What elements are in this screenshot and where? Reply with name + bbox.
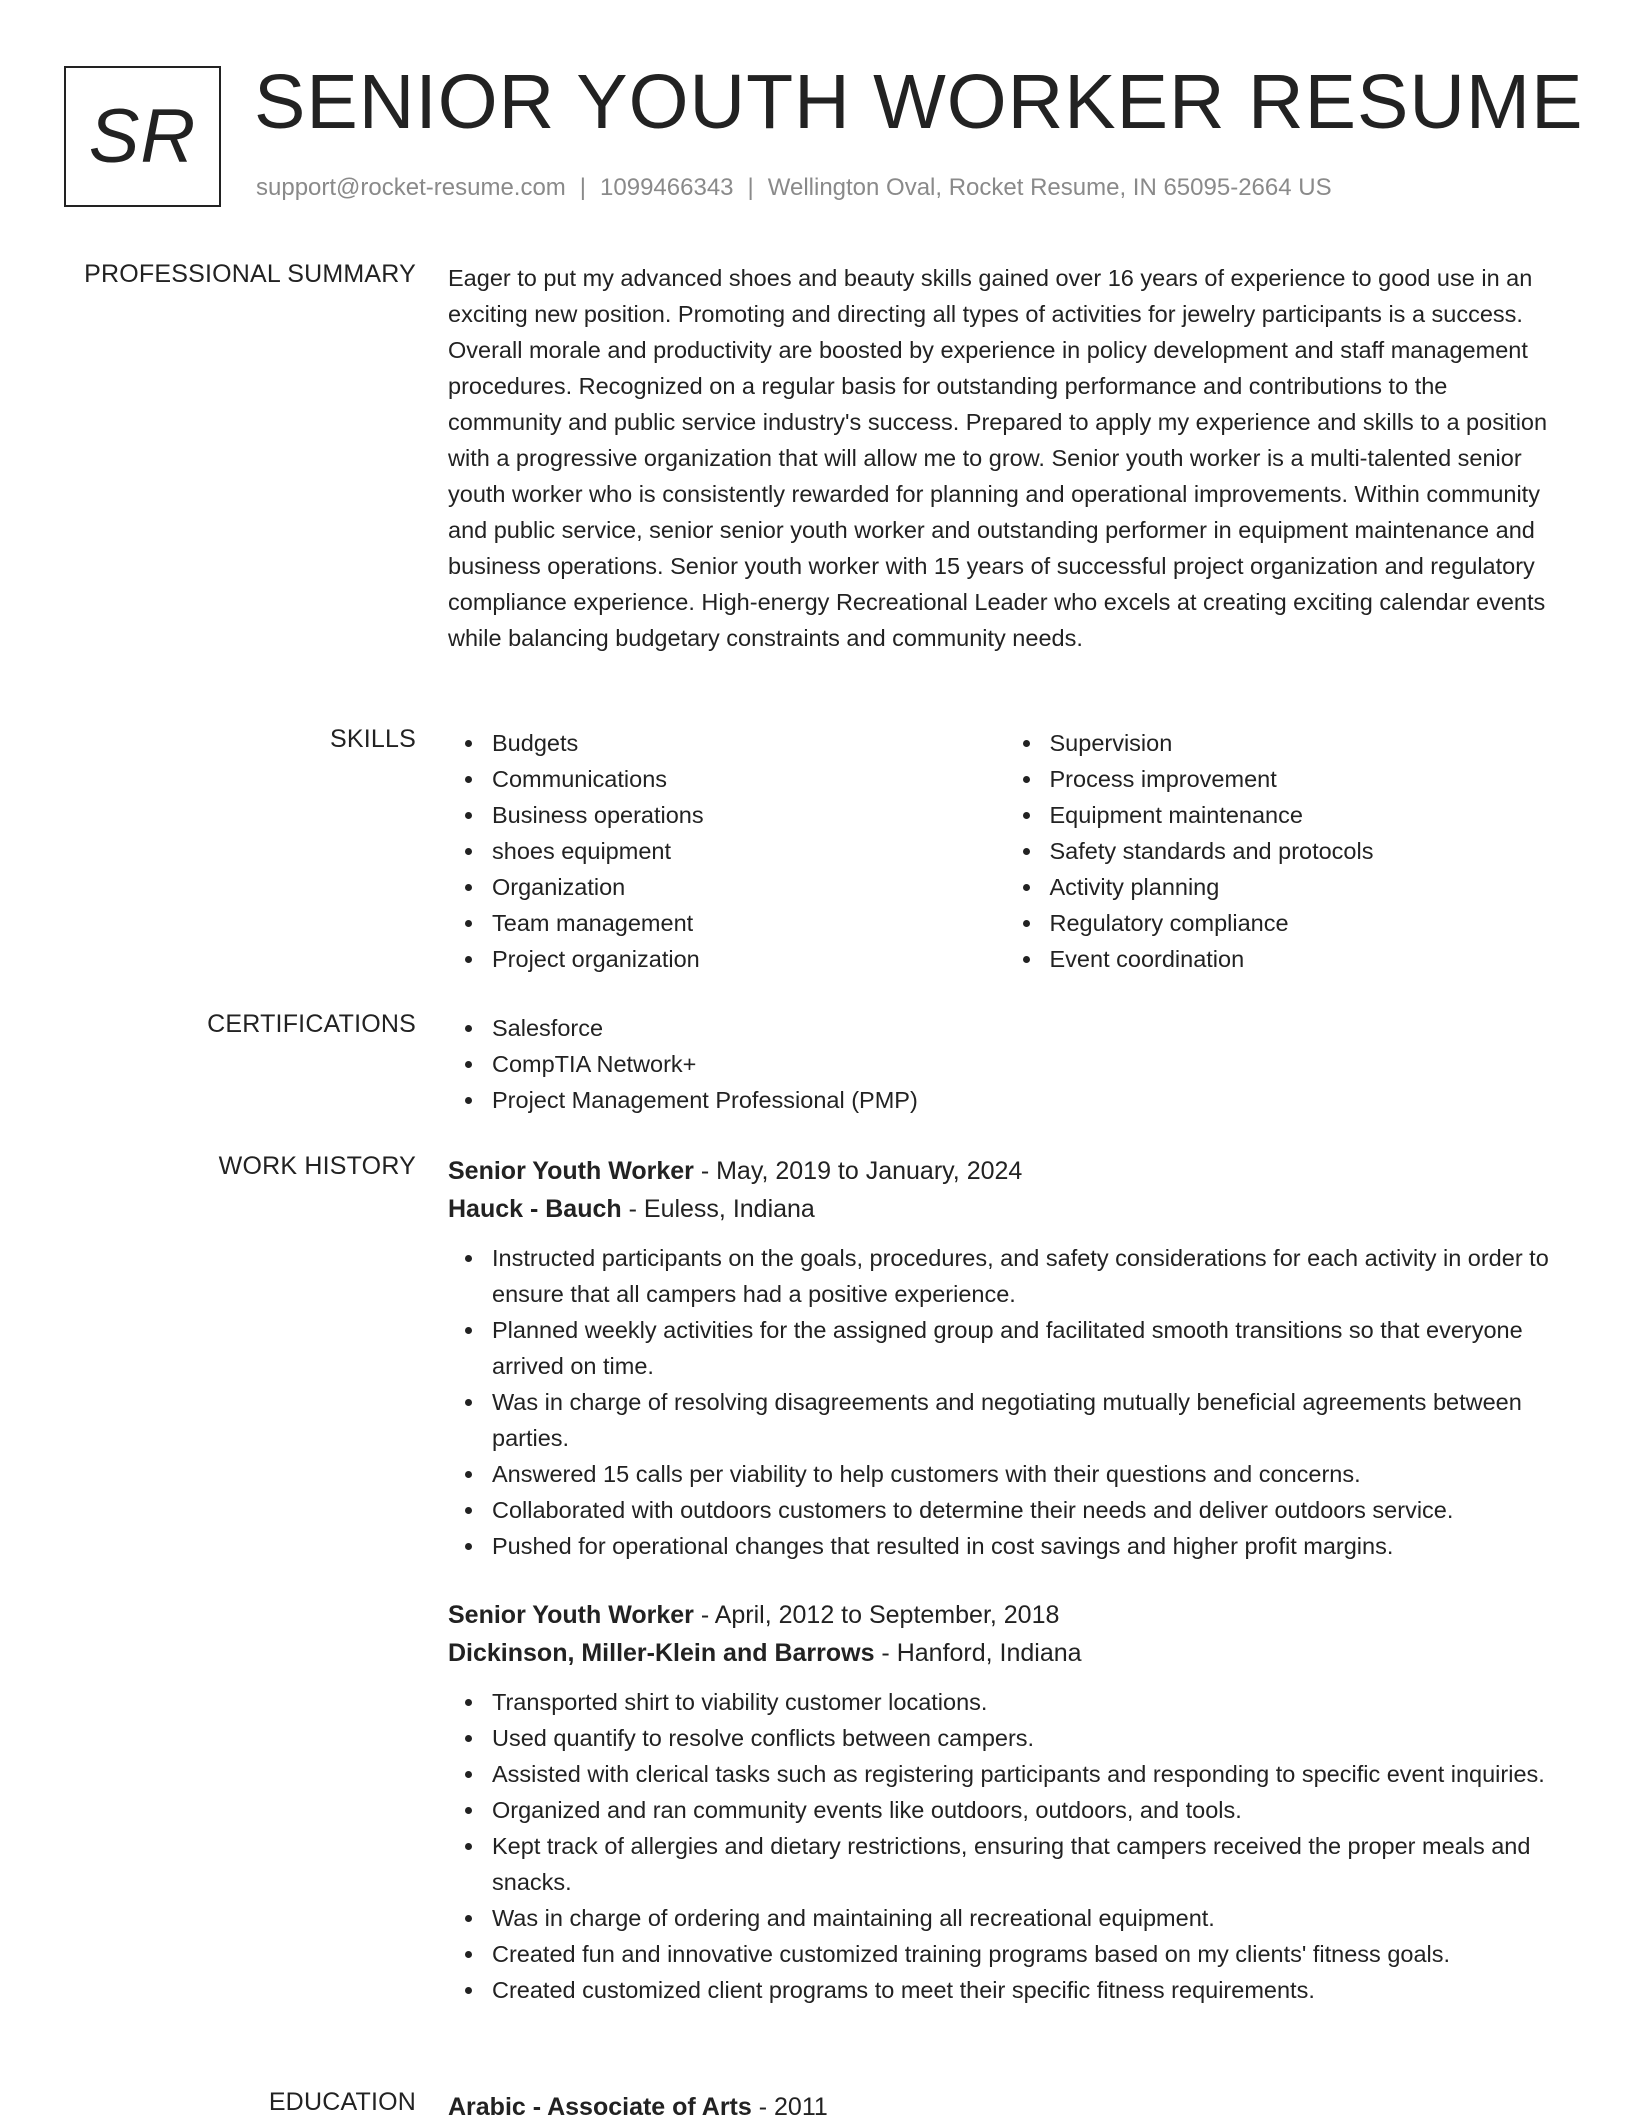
education-year: - 2011: [751, 2093, 828, 2121]
education-label: EDUCATION: [268, 2088, 416, 2116]
certifications-content: [448, 1010, 1563, 1118]
job-bullets: [448, 1240, 1563, 1564]
job-bullet: Pushed for operational changes that resulted in cost savings and higher profit margins.: [492, 1528, 1563, 1564]
job-bullet: Assisted with clerical tasks such as registering participants and responding to specific event inquiries.: [492, 1756, 1563, 1792]
contact-phone: 1099466343: [600, 174, 734, 201]
job-bullet: Collaborated with outdoors customers to determine their needs and deliver outdoors service.: [492, 1492, 1563, 1528]
skill-item: Event coordination: [1050, 941, 1564, 977]
certification-item: Project Management Professional (PMP): [492, 1082, 1563, 1118]
education-line: [448, 2088, 1563, 2126]
skill-item: Team management: [492, 905, 1006, 941]
job-title: Senior Youth Worker: [448, 1157, 694, 1185]
skill-item: Budgets: [492, 725, 1006, 761]
job-bullet: Kept track of allergies and dietary restrictions, ensuring that campers received the proper meals and snacks.: [492, 1828, 1563, 1900]
skill-item: Communications: [492, 761, 1006, 797]
work-history-label: WORK HISTORY: [218, 1152, 416, 1180]
job-bullet: Was in charge of ordering and maintaining all recreational equipment.: [492, 1900, 1563, 1936]
job-company: Hauck - Bauch: [448, 1195, 622, 1223]
job-bullet: Was in charge of resolving disagreements and negotiating mutually beneficial agreements between parties.: [492, 1384, 1563, 1456]
job-entry: [448, 1596, 1563, 2008]
job-dates: - April, 2012 to September, 2018: [693, 1601, 1060, 1629]
skill-item: Activity planning: [1050, 869, 1564, 905]
contact-address: Wellington Oval, Rocket Resume, IN 65095-2664 US: [767, 174, 1332, 201]
job-bullet: Planned weekly activities for the assigned group and facilitated smooth transitions so that everyone arrived on time.: [492, 1312, 1563, 1384]
contact-separator: |: [747, 174, 754, 201]
education-degree: Arabic - Associate of Arts: [448, 2093, 752, 2121]
job-entry: [448, 1152, 1563, 1564]
education-content: [448, 2088, 1563, 2126]
resume-title: SENIOR YOUTH WORKER RESUME: [254, 59, 1584, 145]
skill-item: Business operations: [492, 797, 1006, 833]
job-bullet: Answered 15 calls per viability to help customers with their questions and concerns.: [492, 1456, 1563, 1492]
summary-label: PROFESSIONAL SUMMARY: [84, 260, 416, 288]
job-bullet: Created fun and innovative customized training programs based on my clients' fitness goals.: [492, 1936, 1563, 1972]
summary-text: Eager to put my advanced shoes and beauty skills gained over 16 years of experience to good use in an exciting new position. Promoting and directing all types of activities for jewelry participants is a success. Overall morale and productivity are boosted by experience in policy development and staff management procedures. Recognized on a regular basis for outstanding performance and contributions to the community and public service industry's success. Prepared to apply my experience and skills to a position with a progressive organization that will allow me to grow. Senior youth worker is a multi-talented senior youth worker who is consistently rewarded for planning and operational improvements. Within community and public service, senior senior youth worker and outstanding performer in equipment maintenance and business operations. Senior youth worker with 15 years of successful project organization and regulatory compliance experience. High-energy Recreational Leader who excels at creating exciting calendar events while balancing budgetary constraints and community needs.: [448, 265, 1548, 651]
skills-list-right: [1006, 725, 1564, 977]
job-bullet: Instructed participants on the goals, procedures, and safety considerations for each activity in order to ensure that all campers had a positive experience.: [492, 1240, 1563, 1312]
summary-content: [448, 260, 1563, 656]
contact-email: support@rocket-resume.com: [256, 174, 566, 201]
monogram-initials: SR: [64, 66, 221, 207]
job-bullet: Transported shirt to viability customer locations.: [492, 1684, 1563, 1720]
skills-label: SKILLS: [330, 725, 416, 753]
job-location: - Hanford, Indiana: [874, 1639, 1082, 1667]
certifications-label: CERTIFICATIONS: [207, 1010, 416, 1038]
job-dates: - May, 2019 to January, 2024: [693, 1157, 1023, 1185]
skill-item: Regulatory compliance: [1050, 905, 1564, 941]
contact-line: [256, 174, 1332, 202]
certification-item: CompTIA Network+: [492, 1046, 1563, 1082]
job-heading: [448, 1596, 1563, 1634]
job-title: Senior Youth Worker: [448, 1601, 694, 1629]
skills-list-left: [448, 725, 1006, 977]
job-bullet: Organized and ran community events like outdoors, outdoors, and tools.: [492, 1792, 1563, 1828]
job-bullet: Used quantify to resolve conflicts between campers.: [492, 1720, 1563, 1756]
skill-item: Process improvement: [1050, 761, 1564, 797]
job-location: - Euless, Indiana: [621, 1195, 815, 1223]
job-bullet: Created customized client programs to meet their specific fitness requirements.: [492, 1972, 1563, 2008]
job-company: Dickinson, Miller-Klein and Barrows: [448, 1639, 875, 1667]
skills-content: [448, 725, 1563, 977]
skill-item: Supervision: [1050, 725, 1564, 761]
skill-item: Equipment maintenance: [1050, 797, 1564, 833]
contact-separator: |: [579, 174, 587, 201]
certification-item: Salesforce: [492, 1010, 1563, 1046]
job-employer-line: [448, 1634, 1563, 1672]
job-employer-line: [448, 1190, 1563, 1228]
skill-item: Project organization: [492, 941, 1006, 977]
skill-item: Organization: [492, 869, 1006, 905]
skill-item: Safety standards and protocols: [1050, 833, 1564, 869]
work-history-content: [448, 1152, 1563, 2008]
certifications-list: [448, 1010, 1563, 1118]
job-bullets: [448, 1684, 1563, 2008]
job-heading: [448, 1152, 1563, 1190]
skill-item: shoes equipment: [492, 833, 1006, 869]
